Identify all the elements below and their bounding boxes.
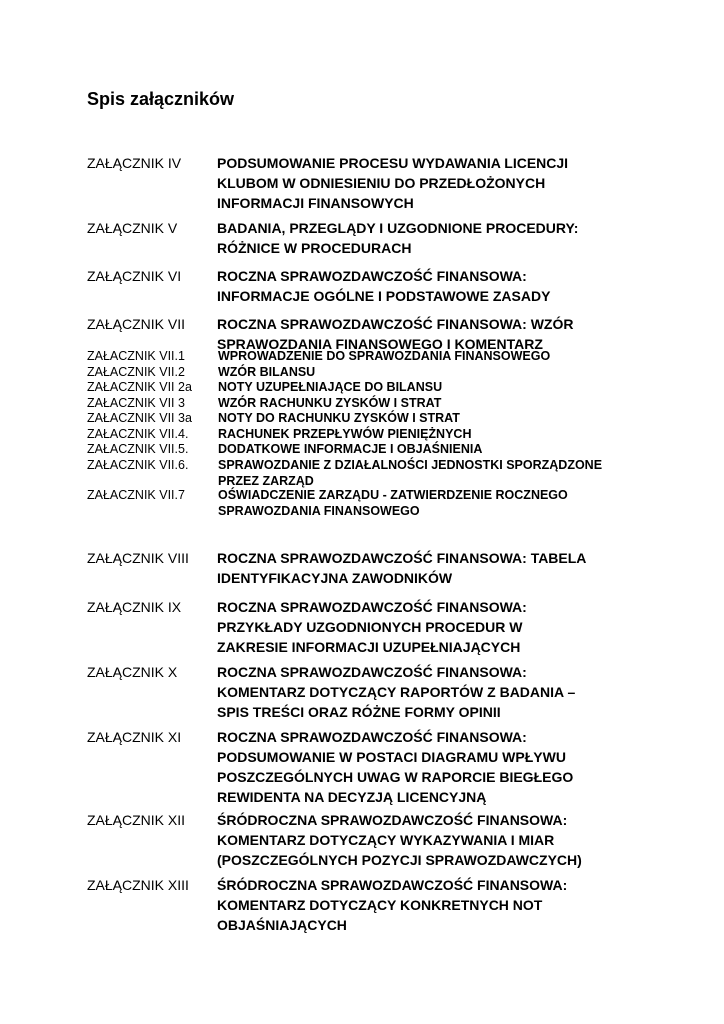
annex-title: DODATKOWE INFORMACJE I OBJAŚNIENIA <box>218 442 483 456</box>
annex-label: ZAŁĄCZNIK VI <box>87 268 182 284</box>
annex-label: ZAŁĄCZNIK IX <box>87 599 182 615</box>
annex-label: ZAŁĄCZNIK VII <box>87 316 186 332</box>
annex-label: ZAŁACZNIK VII 3a <box>87 411 192 425</box>
annex-label: ZAŁĄCZNIK XI <box>87 729 182 745</box>
annex-label: ZAŁĄCZNIK VIII <box>87 550 189 566</box>
annex-title: SPRAWOZDANIE Z DZIAŁALNOŚCI JEDNOSTKI SPORZĄDZONE PRZEZ ZARZĄD <box>218 458 603 488</box>
annex-label: ZAŁACZNIK VII.5. <box>87 442 189 456</box>
annex-title: PODSUMOWANIE PROCESU WYDAWANIA LICENCJI KLUBOM W ODNIESIENIU DO PRZEDŁOŻONYCH INFORMACJI FINANSOWYCH <box>217 155 569 211</box>
annex-title: ROCZNA SPRAWOZDAWCZOŚĆ FINANSOWA: PRZYKŁADY UZGODNIONYCH PROCEDUR W ZAKRESIE INFORMACJI UZUPEŁNIAJĄCYCH <box>217 599 527 655</box>
annex-title: BADANIA, PRZEGLĄDY I UZGODNIONE PROCEDURY: RÓŻNICE W PROCEDURACH <box>217 220 579 256</box>
annex-label: ZAŁACZNIK VII.1 <box>87 349 185 363</box>
annex-title: ROCZNA SPRAWOZDAWCZOŚĆ FINANSOWA: WZÓR SPRAWOZDANIA FINANSOWEGO I KOMENTARZ <box>217 316 574 352</box>
annex-label: ZAŁĄCZNIK IV <box>87 155 182 171</box>
annex-label: ZAŁACZNIK VII 2a <box>87 380 192 394</box>
annex-label: ZAŁACZNIK VII.7 <box>87 488 185 502</box>
annex-title: RACHUNEK PRZEPŁYWÓW PIENIĘŻNYCH <box>218 427 472 441</box>
annex-title: NOTY DO RACHUNKU ZYSKÓW I STRAT <box>218 411 460 425</box>
annex-label: ZAŁACZNIK VII.2 <box>87 365 185 379</box>
annex-title: OŚWIADCZENIE ZARZĄDU - ZATWIERDZENIE ROCZNEGO SPRAWOZDANIA FINANSOWEGO <box>218 488 568 518</box>
annex-title: WZÓR RACHUNKU ZYSKÓW I STRAT <box>218 396 442 410</box>
annex-title: ROCZNA SPRAWOZDAWCZOŚĆ FINANSOWA: TABELA IDENTYFIKACYJNA ZAWODNIKÓW <box>217 550 587 586</box>
annex-label: ZAŁĄCZNIK XII <box>87 812 186 828</box>
annex-label: ZAŁĄCZNIK V <box>87 220 178 236</box>
annex-label: ZAŁACZNIK VII.6. <box>87 458 189 472</box>
annex-title: ROCZNA SPRAWOZDAWCZOŚĆ FINANSOWA: INFORMACJE OGÓLNE I PODSTAWOWE ZASADY <box>217 268 551 304</box>
annex-label: ZAŁACZNIK VII 3 <box>87 396 185 410</box>
annex-title: ROCZNA SPRAWOZDAWCZOŚĆ FINANSOWA: PODSUMOWANIE W POSTACI DIAGRAMU WPŁYWU POSZCZEGÓLNYCH UWAG W RAPORCIE BIEGŁEGO REWIDENTA NA DECYZJĄ LICENCYJNĄ <box>217 729 574 805</box>
annex-title: ŚRÓDROCZNA SPRAWOZDAWCZOŚĆ FINANSOWA: KOMENTARZ DOTYCZĄCY KONKRETNYCH NOT OBJAŚNIAJĄCYCH <box>217 877 568 933</box>
annex-label: ZAŁACZNIK VII.4. <box>87 427 189 441</box>
annex-title: ROCZNA SPRAWOZDAWCZOŚĆ FINANSOWA: KOMENTARZ DOTYCZĄCY RAPORTÓW Z BADANIA – SPIS TREŚCI ORAZ RÓŻNE FORMY OPINII <box>217 664 576 720</box>
page-title: Spis załączników <box>87 89 235 109</box>
annex-title: WZÓR BILANSU <box>218 365 316 379</box>
annex-label: ZAŁĄCZNIK XIII <box>87 877 189 893</box>
annex-label: ZAŁĄCZNIK X <box>87 664 178 680</box>
annex-title: NOTY UZUPEŁNIAJĄCE DO BILANSU <box>218 380 443 394</box>
annex-title: WPROWADZENIE DO SPRAWOZDANIA FINANSOWEGO <box>218 349 551 363</box>
annex-title: ŚRÓDROCZNA SPRAWOZDAWCZOŚĆ FINANSOWA: KOMENTARZ DOTYCZĄCY WYKAZYWANIA I MIAR (POSZCZEGÓLNYCH POZYCJI SPRAWOZDAWCZYCH) <box>217 812 582 868</box>
